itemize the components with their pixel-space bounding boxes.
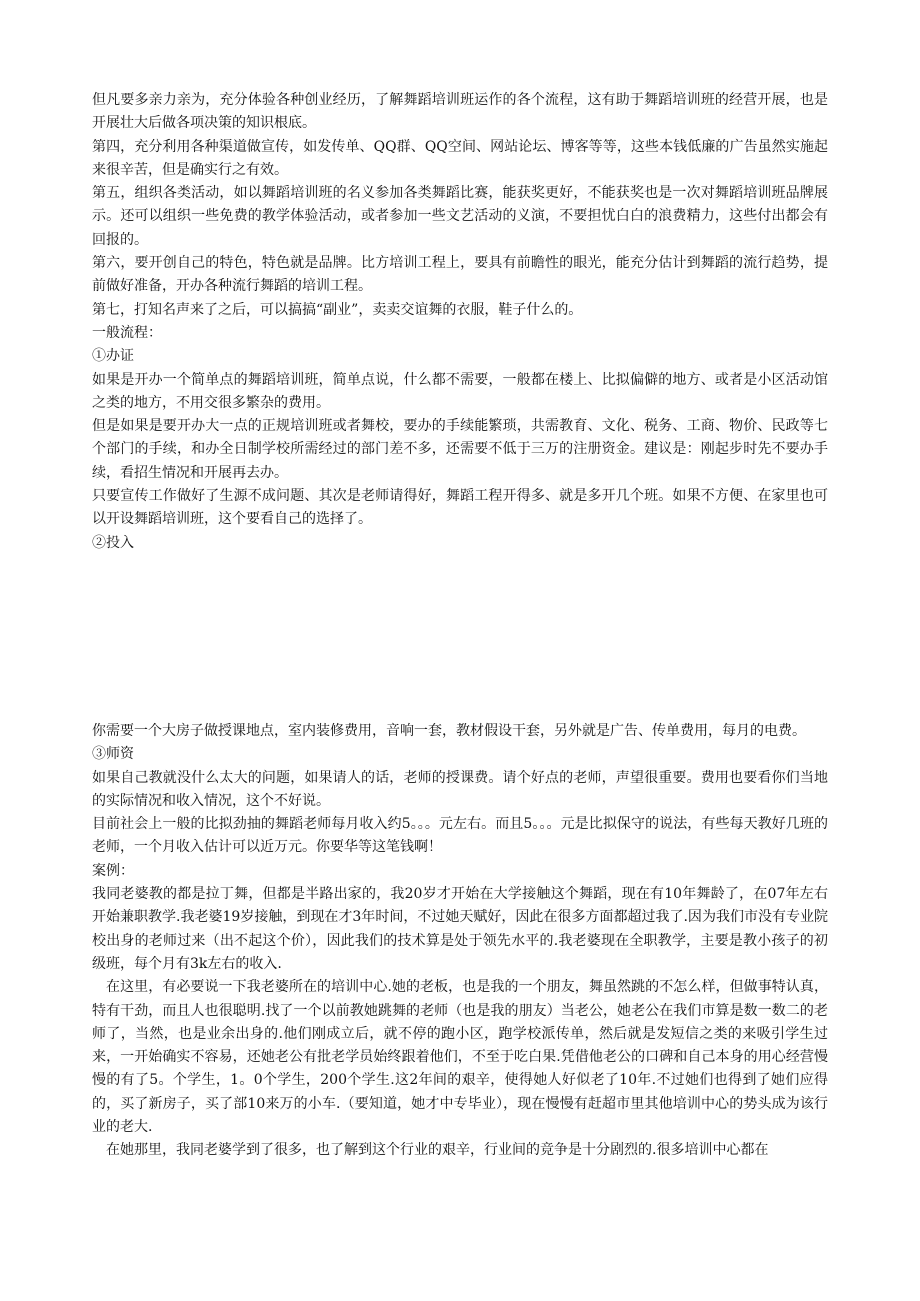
paragraph-venue-costs: 你需要一个大房子做授课地点，室内装修费用，音响一套，教材假设干套，另外就是广告、传单费用，每月的电费。 [92,723,806,739]
text-section-upper [92,89,828,555]
heading-investment: ②投入 [92,534,134,551]
text-section-lower [92,720,828,1163]
paragraph-case-wife: 我同老婆教的都是拉丁舞，但都是半路出家的，我20岁才开始在大学接触这个舞蹈，现在有10年舞龄了，在07年左右开始兼职教学.我老婆19岁接触，到现在才3年时间，不过她天赋好，因此在很多方面都超过我了.因为我们市没有专业院校出身的老师过来（出不起这个价），因此我们的技术算是处于领先水平的.我老婆现在全职教学，主要是教小孩子的初级班，每个月有3k左右的收入. [92,886,828,972]
heading-teachers: ③师资 [92,746,134,763]
paragraph-fourth-promotion: 第四，充分利用各种渠道做宣传，如发传单、QQ群、QQ空间、网站论坛、博客等等，这些本钱低廉的广告虽然实施起来很辛苦，但是确实行之有效。 [92,138,828,178]
paragraph-seventh-sideline: 第七，打知名声来了之后，可以搞搞“副业”，卖卖交谊舞的衣服，鞋子什么的。 [92,301,583,318]
paragraph-hands-on: 但凡要多亲力亲为，充分体验各种创业经历，了解舞蹈培训班运作的各个流程，这有助于舞蹈培训班的经营开展，也是开展壮大后做各项决策的知识根底。 [92,92,828,132]
paragraph-lessons-learned: 在她那里，我同老婆学到了很多，也了解到这个行业的艰辛，行业间的竞争是十分剧烈的.很多培训中心都在 [106,1142,769,1159]
paragraph-training-center: 在这里，有必要说一下我老婆所在的培训中心.她的老板，也是我的一个朋友，舞虽然跳的不怎么样，但做事特认真，特有干劲，而且人也很聪明.找了一个以前教她跳舞的老师（也是我的朋友）当老公，她老公在我们市算是数一数二的老师了，当然，也是业余出身的.他们刚成立后，就不停的跑小区，跑学校派传单，然后就是发短信之类的来吸引学生过来，一开始确实不容易，还她老公有批老学员始终跟着他们，不至于吃白果.凭借他老公的口碑和自己本身的用心经营慢慢的有了5。个学生，1。0个学生，200个学生.这2年间的艰辛，使得她人好似老了10年.不过她们也得到了她们应得的，买了新房子，买了部10来万的小车.（要知道，她才中专毕业），现在慢慢有赶超市里其他培训中心的势头成为该行业的老大. [92,979,828,1136]
paragraph-teacher-income: 目前社会上一般的比拟劲抽的舞蹈老师每月收入约5。。。元左右。而且5。。。元是比拟保守的说法，有些每天教好几班的老师，一个月收入估计可以近万元。你要华等这笔钱啊！ [92,816,828,856]
paragraph-formal-school: 但是如果是要开办大一点的正规培训班或者舞校，要办的手续能繁琐，共需教育、文化、税务、工商、物价、民政等七个部门的手续，和办全日制学校所需经过的部门差不多，还需要不低于三万的注册资金。建议是：刚起步时先不要办手续，看招生情况和开展再去办。 [92,418,828,481]
heading-license: ①办证 [92,348,134,365]
paragraph-sixth-features: 第六，要开创自己的特色，特色就是品牌。比方培训工程上，要具有前瞻性的眼光，能充分估计到舞蹈的流行趋势，提前做好准备，开办各种流行舞蹈的培训工程。 [92,255,828,295]
paragraph-fifth-activities: 第五，组织各类活动，如以舞蹈培训班的名义参加各类舞蹈比赛，能获奖更好，不能获奖也是一次对舞蹈培训班品牌展示。还可以组织一些免费的教学体验活动，或者参加一些文艺活动的义演，不要担忧白白的浪费精力，这些付出都会有回报的。 [92,185,828,248]
paragraph-promotion-students: 只要宣传工作做好了生源不成问题、其次是老师请得好，舞蹈工程开得多、就是多开几个班。如果不方便、在家里也可以开设舞蹈培训班，这个要看自己的选择了。 [92,488,828,528]
paragraph-simple-class: 如果是开办一个简单点的舞蹈培训班，简单点说，什么都不需要，一般都在楼上、比拟偏僻的地方、或者是小区活动馆之类的地方，不用交很多繁杂的费用。 [92,371,828,411]
heading-general-process: 一般流程： [92,324,162,341]
heading-case: 案例： [92,862,134,879]
paragraph-teacher-fees: 如果自己教就没什么太大的问题，如果请人的话，老师的授课费。请个好点的老师，声望很重要。费用也要看你们当地的实际情况和收入情况，这个不好说。 [92,769,828,809]
